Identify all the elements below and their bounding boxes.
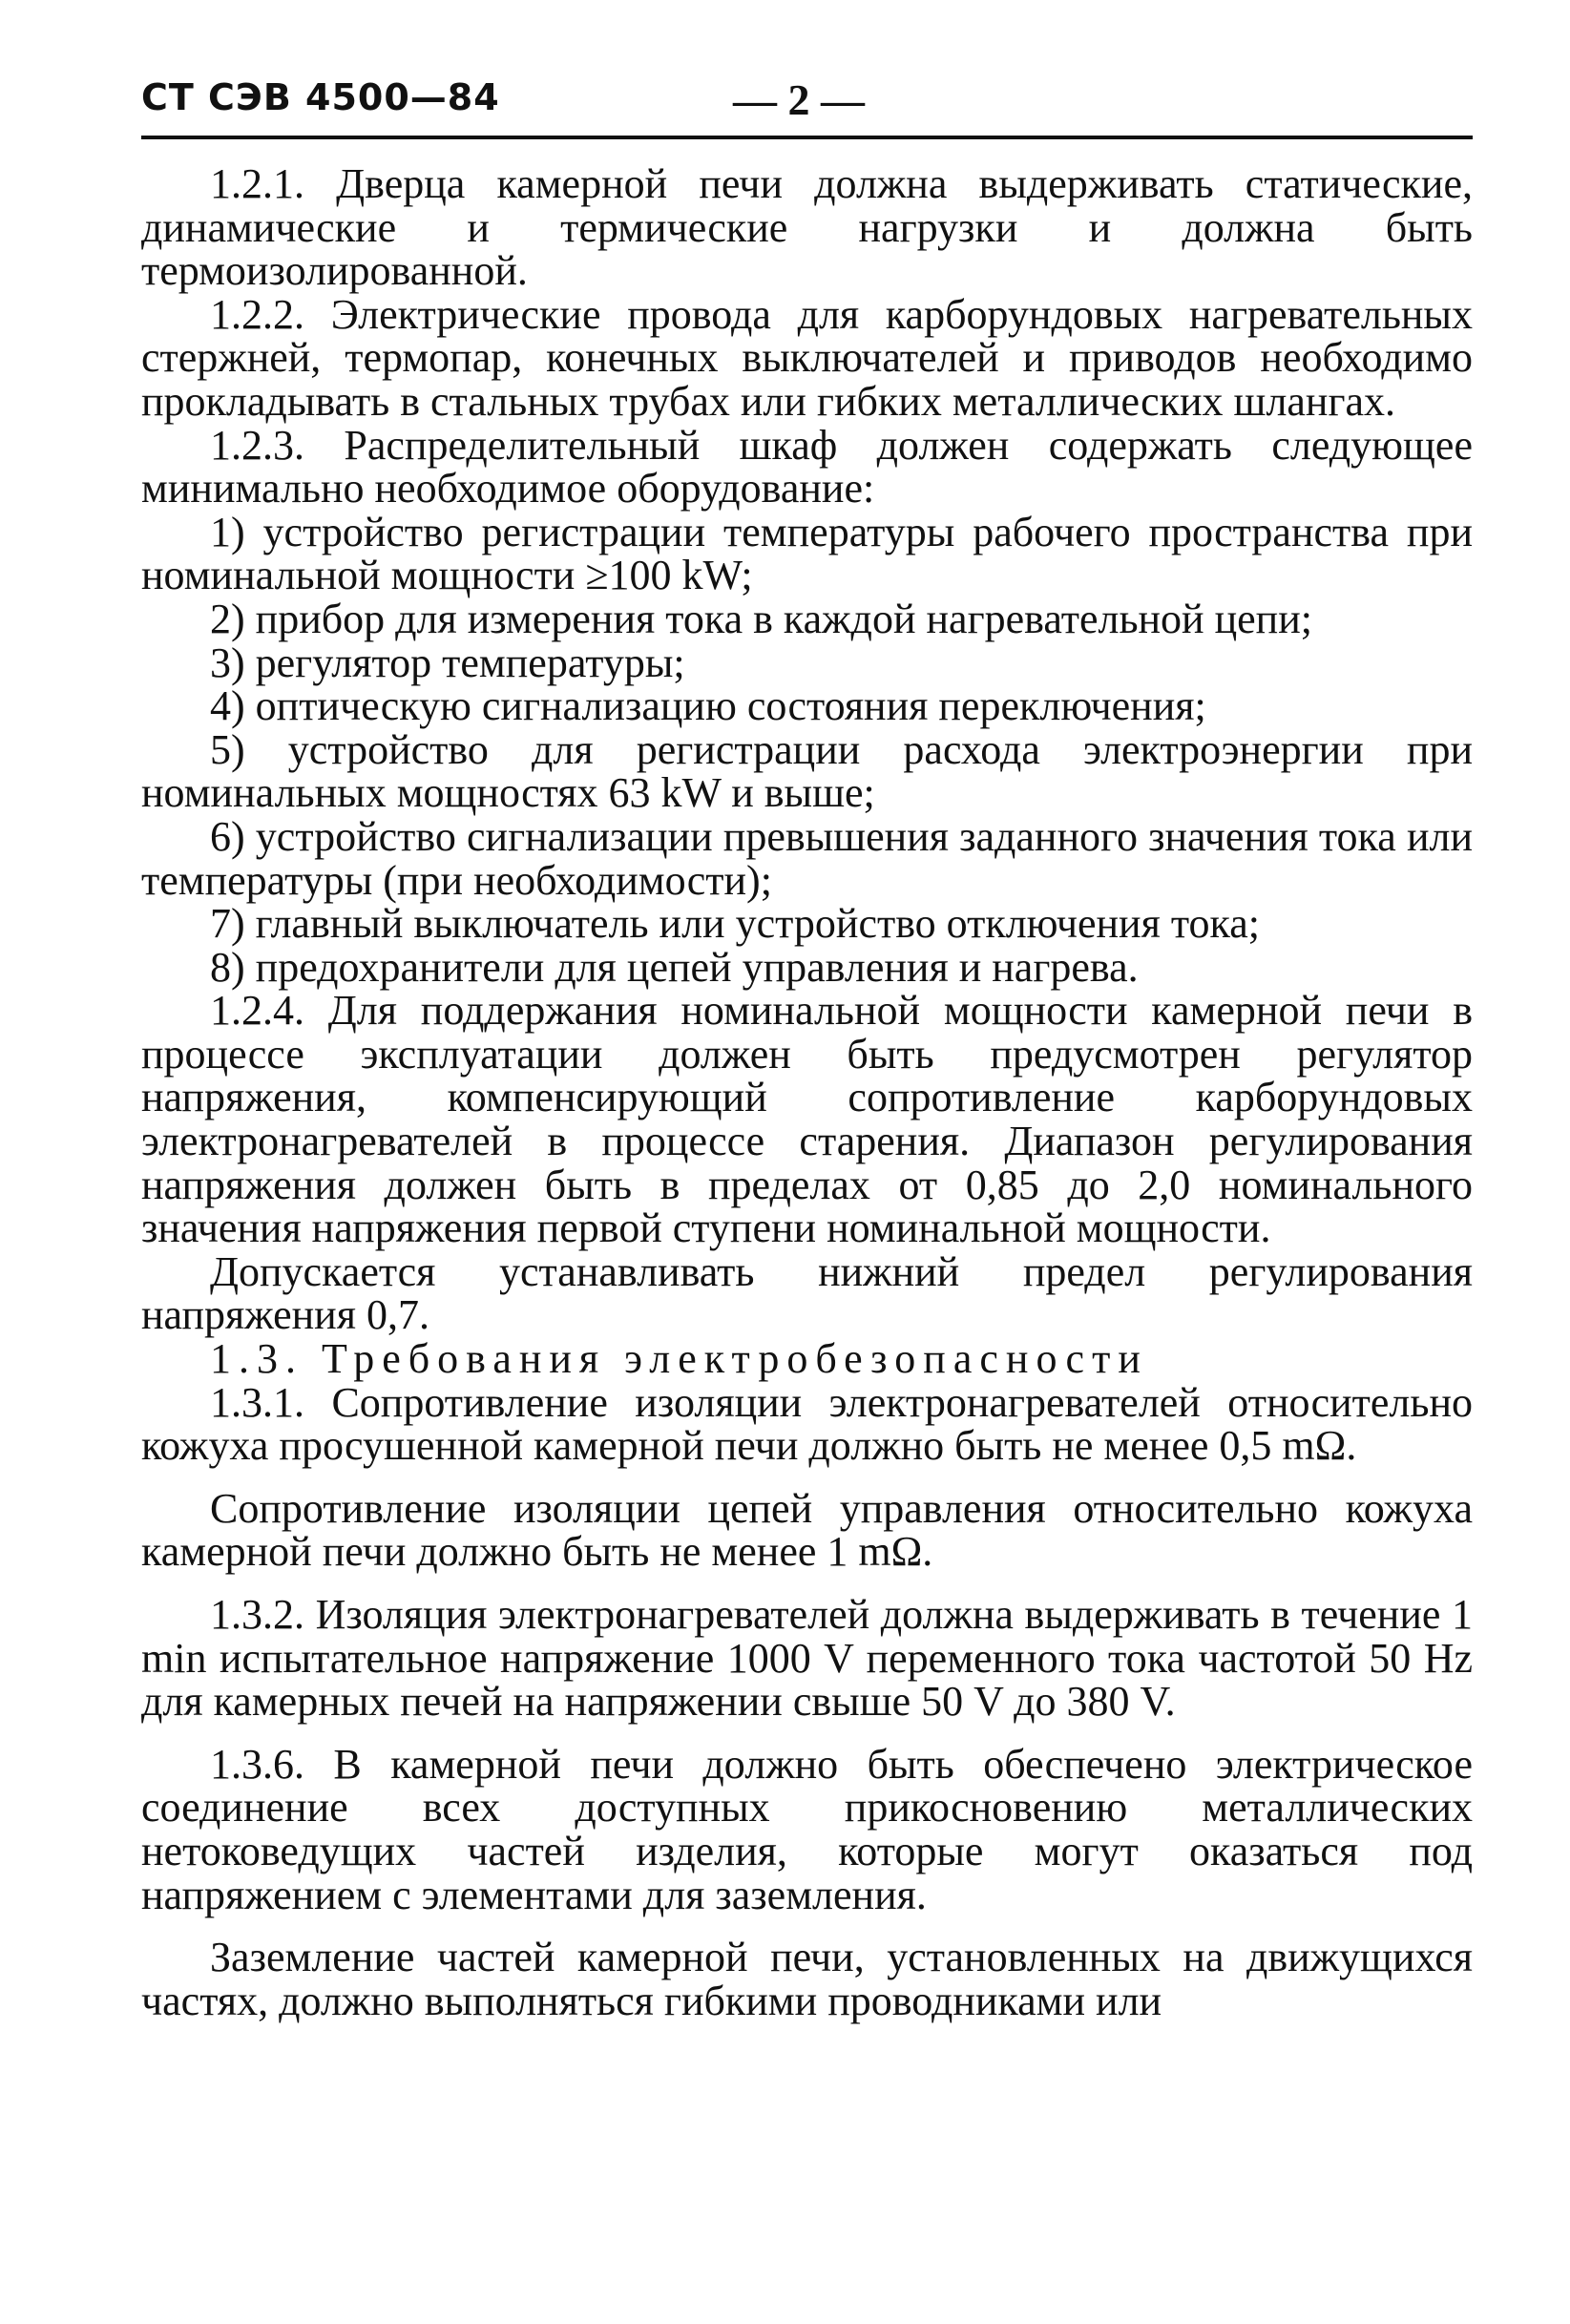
paragraph-allowance: Допускается устанавливать нижний предел регулирования напряжения 0,7. xyxy=(141,1247,1473,1339)
list-item-8: 8) предохранители для цепей управления и нагрева. xyxy=(210,943,1139,991)
paragraph-1-2-3: 1.2.3. Распределительный шкаф должен содержать следующее минимально необходимое оборудование: xyxy=(141,421,1473,513)
paragraph-control-insulation: Сопротивление изоляции цепей управления относительно кожуха камерной печи должно быть не менее 1 mΩ. xyxy=(141,1484,1473,1576)
header-divider xyxy=(141,136,1473,139)
section-heading-1-3: 1.3. Требования электробезопасности xyxy=(210,1335,1148,1383)
paragraph-1-2-4: 1.2.4. Для поддержания номинальной мощности камерной печи в процессе эксплуатации должен быть предусмотрен регулятор напряжения, компенсирующий сопротивление карборундовых электронагревателей в процессе старения. Диапазон регулирования напряжения должен быть в пределах от 0,85 до 2,0 номинального значения напряжения первой ступени номинальной мощности. xyxy=(141,987,1473,1252)
paragraph-1-3-6: 1.3.6. В камерной печи должно быть обеспечено электрическое соединение всех доступных прикосновению металлических нетоковедущих частей изделия, которые могут оказаться под напряжением с элементами для заземления. xyxy=(141,1740,1473,1918)
paragraph-1-2-1: 1.2.1. Дверца камерной печи должна выдерживать статические, динамические и термические нагрузки и должна быть термоизолированной. xyxy=(141,160,1473,295)
list-item-7: 7) главный выключатель или устройство отключения тока; xyxy=(210,900,1260,948)
list-item-2: 2) прибор для измерения тока в каждой нагревательной цепи; xyxy=(210,595,1312,642)
document-code: СТ СЭВ 4500—84 xyxy=(141,76,500,118)
paragraph-1-2-2: 1.2.2. Электрические провода для карборундовых нагревательных стержней, термопар, конечных выключателей и приводов необходимо прокладывать в стальных трубах или гибких металлических шлангах. xyxy=(141,290,1473,425)
body-text xyxy=(141,162,1473,2022)
list-item-3: 3) регулятор температуры; xyxy=(210,639,685,686)
page-number: — 2 — xyxy=(733,75,865,124)
paragraph-1-3-2: 1.3.2. Изоляция электронагревателей должна выдерживать в течение 1 min испытательное напряжение 1000 V переменного тока частотой 50 Hz для камерных печей на напряжении свыше 50 V до 380 V. xyxy=(141,1591,1473,1726)
list-item-5: 5) устройство для регистрации расхода электроэнергии при номинальных мощностях 63 kW и выше; xyxy=(141,725,1473,817)
paragraph-grounding: Заземление частей камерной печи, установленных на движущихся частях, должно выполняться гибкими проводниками или xyxy=(141,1934,1473,2024)
list-item-6: 6) устройство сигнализации превышения заданного значения тока или температуры (при необходимости); xyxy=(141,812,1473,904)
paragraph-1-3-1: 1.3.1. Сопротивление изоляции электронагревателей относительно кожуха просушенной камерной печи должно быть не менее 0,5 mΩ. xyxy=(141,1378,1473,1470)
page-header xyxy=(141,67,1473,134)
list-item-1: 1) устройство регистрации температуры рабочего пространства при номинальной мощности ≥100 kW; xyxy=(141,508,1473,599)
list-item-4: 4) оптическую сигнализацию состояния переключения; xyxy=(210,682,1206,730)
